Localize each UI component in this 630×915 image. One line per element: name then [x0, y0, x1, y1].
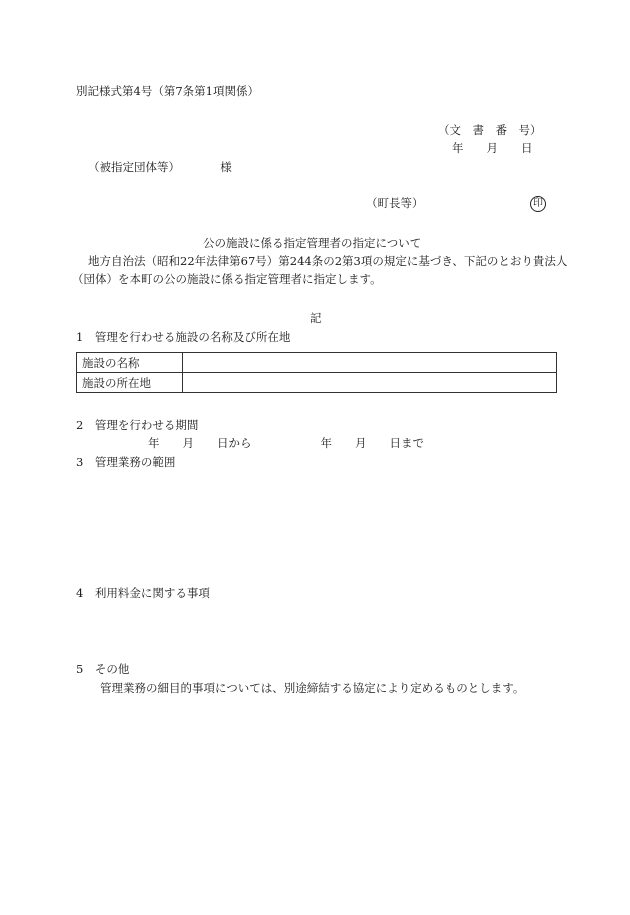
- seal-mark: 印: [530, 196, 546, 212]
- facility-table: [76, 352, 557, 393]
- section-4-heading: 4 利用料金に関する事項: [76, 586, 210, 600]
- section-5-heading: 5 その他: [76, 662, 130, 676]
- section-5-text: 管理業務の細目的事項については、別途締結する協定により定めるものとします。: [100, 681, 525, 695]
- facility-name-value: [183, 353, 557, 373]
- form-label: 別記様式第4号（第7条第1項関係）: [76, 84, 259, 98]
- document-number: （文 書 番 号）: [438, 123, 542, 137]
- body-line-2: （団体）を本町の公の施設に係る指定管理者に指定します。: [72, 272, 382, 286]
- sender: （町長等）: [366, 196, 424, 210]
- table-row: [77, 353, 557, 373]
- facility-location-label: 施設の所在地: [77, 373, 183, 393]
- issue-date: 年 月 日: [452, 141, 533, 155]
- ki-heading: 記: [310, 311, 322, 325]
- document-title: 公の施設に係る指定管理者の指定について: [203, 236, 422, 250]
- section-3-heading: 3 管理業務の範囲: [76, 455, 176, 469]
- table-row: [77, 373, 557, 393]
- management-period: 年 月 日から 年 月 日まで: [148, 436, 424, 450]
- facility-name-label: 施設の名称: [77, 353, 183, 373]
- section-2-heading: 2 管理を行わせる期間: [76, 418, 199, 432]
- recipient: （被指定団体等） 様: [88, 160, 232, 174]
- facility-location-value: [183, 373, 557, 393]
- section-1-heading: 1 管理を行わせる施設の名称及び所在地: [76, 330, 291, 344]
- body-line-1: 地方自治法（昭和22年法律第67号）第244条の2第3項の規定に基づき、下記のとおり貴法人: [88, 254, 568, 268]
